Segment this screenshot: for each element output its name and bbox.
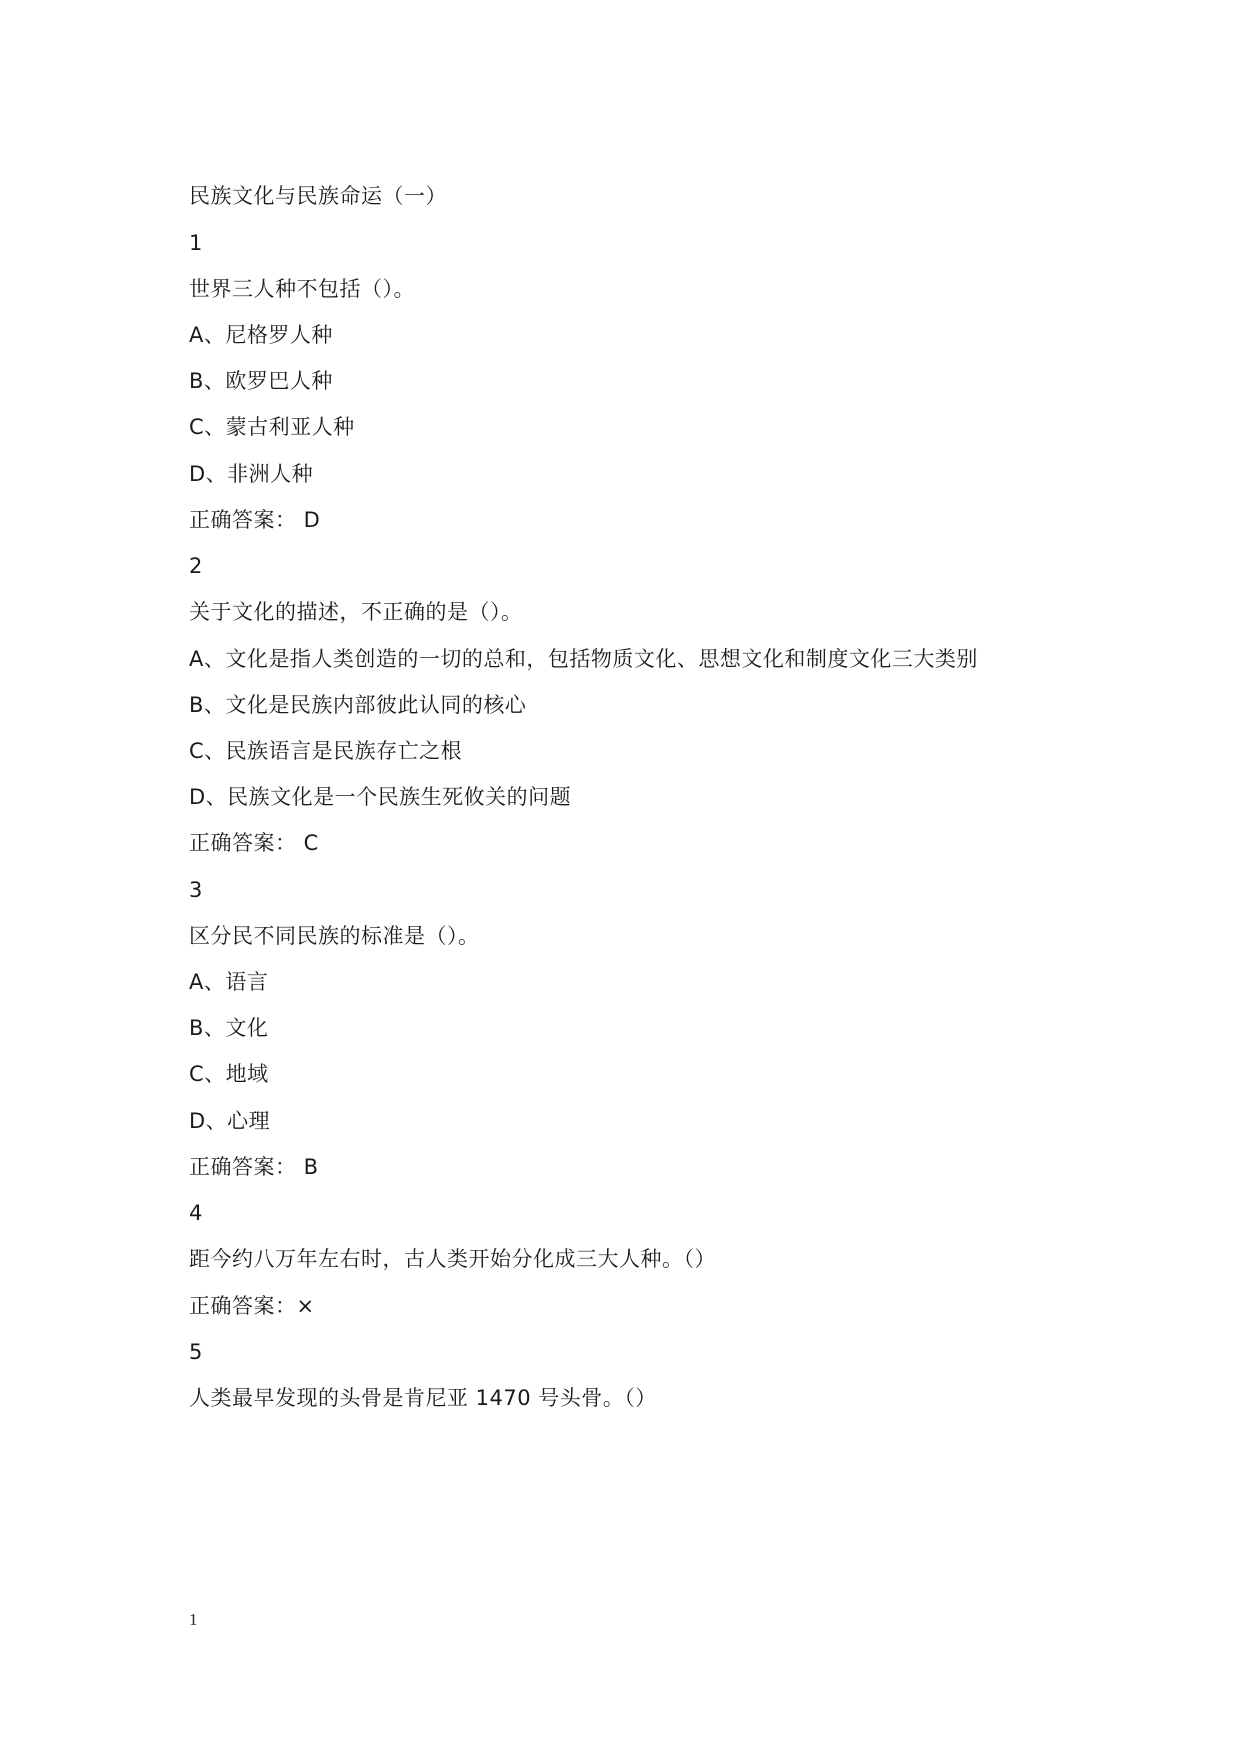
correct-answer: 正确答案：× bbox=[189, 1294, 315, 1318]
option-d: D、民族文化是一个民族生死攸关的问题 bbox=[189, 785, 572, 809]
question-stem: 人类最早发现的头骨是肯尼亚 1470 号头骨。（） bbox=[189, 1386, 657, 1410]
question-stem: 距今约八万年左右时，古人类开始分化成三大人种。（） bbox=[189, 1247, 716, 1271]
option-c: C、民族语言是民族存亡之根 bbox=[189, 739, 463, 763]
option-b: B、文化是民族内部彼此认同的核心 bbox=[189, 693, 527, 717]
option-a: A、尼格罗人种 bbox=[189, 323, 333, 347]
option-b: B、文化 bbox=[189, 1016, 269, 1040]
option-b: B、欧罗巴人种 bbox=[189, 369, 333, 393]
option-a: A、语言 bbox=[189, 970, 269, 994]
option-d: D、非洲人种 bbox=[189, 462, 314, 486]
question-number: 4 bbox=[189, 1201, 203, 1225]
question-number: 3 bbox=[189, 878, 203, 902]
correct-answer: 正确答案： B bbox=[189, 1155, 319, 1179]
document-title: 民族文化与民族命运（一） bbox=[189, 184, 447, 208]
option-c: C、地域 bbox=[189, 1062, 269, 1086]
question-number: 5 bbox=[189, 1340, 203, 1364]
correct-answer: 正确答案： C bbox=[189, 831, 319, 855]
option-c: C、蒙古利亚人种 bbox=[189, 415, 355, 439]
option-d: D、心理 bbox=[189, 1109, 271, 1133]
question-number: 2 bbox=[189, 554, 203, 578]
correct-answer: 正确答案： D bbox=[189, 508, 321, 532]
question-stem: 世界三人种不包括（）。 bbox=[189, 277, 415, 301]
question-number: 1 bbox=[189, 231, 203, 255]
option-a: A、文化是指人类创造的一切的总和，包括物质文化、思想文化和制度文化三大类别 bbox=[189, 647, 978, 671]
page-number: 1 bbox=[189, 1610, 198, 1629]
question-stem: 区分民不同民族的标准是（）。 bbox=[189, 924, 480, 948]
question-stem: 关于文化的描述，不正确的是（）。 bbox=[189, 600, 523, 624]
